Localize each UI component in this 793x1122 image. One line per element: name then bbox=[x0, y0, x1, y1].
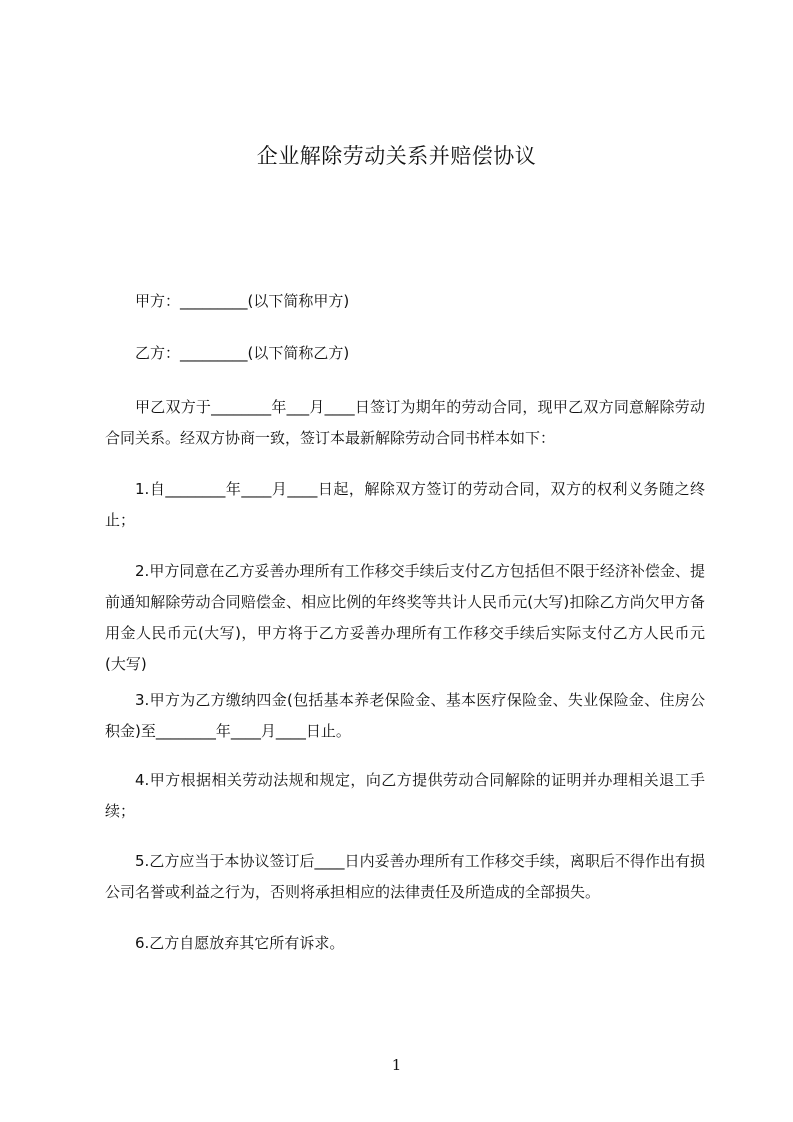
intro-paragraph: 甲乙双方于________年___月____日签订为期年的劳动合同，现甲乙双方同意解除劳动合同关系。经双方协商一致，签订本最新解除劳动合同书样本如下： bbox=[105, 398, 705, 447]
clause-4: 4.甲方根据相关劳动法规和规定，向乙方提供劳动合同解除的证明并办理相关退工手续； bbox=[105, 771, 705, 820]
party-a-line: 甲方：_________(以下简称甲方) bbox=[135, 292, 350, 310]
clause-5: 5.乙方应当于本协议签订后____日内妥善办理所有工作移交手续，离职后不得作出有损公司名誉或利益之行为，否则将承担相应的法律责任及所造成的全部损失。 bbox=[105, 852, 705, 901]
clause-3: 3.甲方为乙方缴纳四金(包括基本养老保险金、基本医疗保险金、失业保险金、住房公积金)至________年____月____日止。 bbox=[105, 691, 705, 740]
clause-6: 6.乙方自愿放弃其它所有诉求。 bbox=[135, 934, 345, 952]
page-number: 1 bbox=[391, 1056, 402, 1074]
document-title: 企业解除劳动关系并赔偿协议 bbox=[256, 144, 537, 168]
clause-2: 2.甲方同意在乙方妥善办理所有工作移交手续后支付乙方包括但不限于经济补偿金、提前通知解除劳动合同赔偿金、相应比例的年终奖等共计人民币元(大写)扣除乙方尚欠甲方备用金人民币元(大写)，甲方将于乙方妥善办理所有工作移交手续后实际支付乙方人民币元(大写) bbox=[105, 562, 705, 673]
party-b-line: 乙方：_________(以下简称乙方) bbox=[135, 344, 350, 362]
clause-1: 1.自________年____月____日起，解除双方签订的劳动合同，双方的权利义务随之终止； bbox=[105, 480, 705, 529]
